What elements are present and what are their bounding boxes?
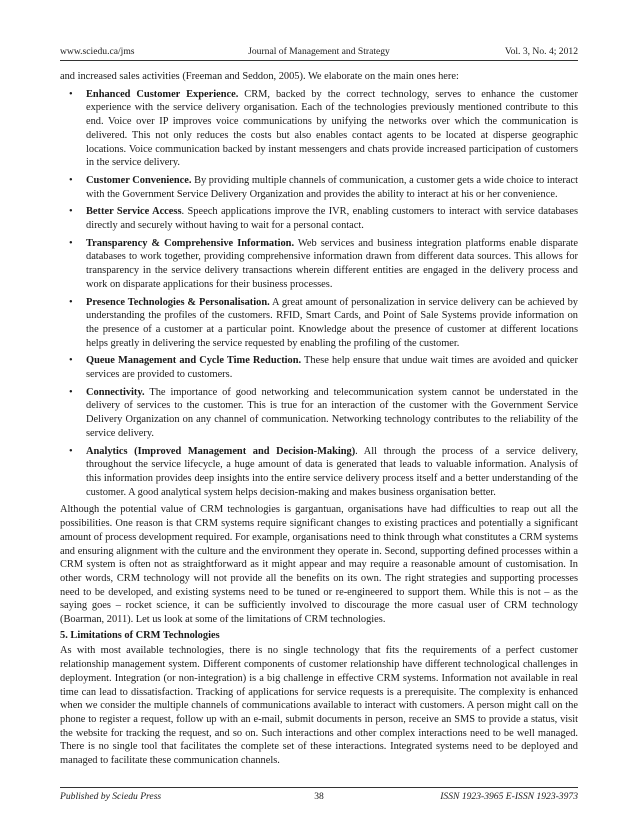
list-item: [69, 237, 578, 292]
running-header: [60, 46, 578, 61]
issn: ISSN 1923-3965 E-ISSN 1923-3973: [440, 791, 578, 802]
page-body: [60, 70, 578, 768]
bullet-icon: •: [69, 355, 73, 367]
publisher: Published by Sciedu Press: [60, 791, 162, 802]
journal-url: www.sciedu.ca/jms: [60, 46, 135, 57]
item-title: Enhanced Customer Experience.: [86, 88, 239, 100]
item-title: Better Service Access: [86, 206, 182, 218]
list-item: [69, 354, 578, 381]
item-title: Customer Convenience.: [86, 174, 192, 186]
bullet-icon: •: [69, 88, 73, 100]
item-text: . All through the process of a service delivery, throughout the service lifecycle, a huge amount of data is generated that leads to valuable information. Analysis of this information provides deep insights into the entire service delivery process itself and a better understanding of the customer. A good analytical system helps decision-making and makes business organisation better.: [86, 445, 578, 498]
bullet-icon: •: [69, 174, 73, 186]
item-title: Transparency & Comprehensive Information.: [86, 237, 295, 249]
bullet-icon: •: [69, 386, 73, 398]
item-text: By providing multiple channels of communication, a customer gets a wide choice to interact with the Government Service Delivery Organization and provides the ability to interact at his or her convenience.: [86, 174, 578, 200]
item-title: Connectivity.: [86, 386, 145, 398]
list-item: [69, 174, 578, 201]
page-number: 38: [314, 791, 324, 802]
item-text: A great amount of personalization in service delivery can be achieved by understanding the profiles of the customers. RFID, Smart Cards, and Point of Sale Systems provide information on the presence of a customer at a particular point. Knowledge about the presence of customer at different locations helps greatly in delivering the service requested by enabling the profiling of the customer.: [86, 296, 578, 349]
journal-title: Journal of Management and Strategy: [248, 46, 390, 57]
volume-info: Vol. 3, No. 4; 2012: [504, 46, 578, 57]
body-paragraph: As with most available technologies, there is no single technology that fits the requirements of a perfect customer relationship management system. Different components of customer relationship have different technological challenges in deployment. Integration (or non-integration) is a big challenge in effective CRM systems. Information not available in real time can lead to dissatisfaction. Tracking of applications for service requests is a prerequisite. The complexity is enhanced when we consider the multiple channels of communications available to interact with customers. A person might call on the phone to register a request, follow up with an e-mail, submit documents in person, receive an SMS to provide a status, visit the website for tracking the request, and so on. Such interactions and other complex interactions need to be well managed. There is no single tool that facilitates the complete set of these interactions. Integrated systems need to be deployed and managed to facilitate these communication channels.: [60, 645, 578, 767]
list-item: [69, 296, 578, 351]
running-footer: [60, 787, 578, 804]
list-item: [69, 205, 578, 232]
intro-text: and increased sales activities (Freeman and Seddon, 2005). We elaborate on the main ones here:: [60, 71, 459, 82]
bullet-icon: •: [69, 206, 73, 218]
section-heading: 5. Limitations of CRM Technologies: [60, 629, 220, 641]
list-item: [69, 386, 578, 441]
item-text: These help ensure that undue wait times are avoided and quicker services are provided to customers.: [86, 355, 578, 381]
benefits-list: [69, 88, 578, 500]
item-title: Analytics (Improved Management and Decision-Making): [86, 445, 356, 457]
list-item: [69, 445, 578, 500]
item-title: Presence Technologies & Personalisation.: [86, 296, 270, 308]
bullet-icon: •: [69, 237, 73, 249]
item-text: The importance of good networking and telecommunication system cannot be understated in the delivery of services to the customer. This is true for an interaction of the customer with the Government Service Delivery Organization on any channel of communication. Networking technology contributes to the reliability of the service delivery.: [86, 386, 578, 439]
body-paragraph: Although the potential value of CRM technologies is gargantuan, organisations have had difficulties to reap out all the possibilities. One reason is that CRM systems require significant changes to existing practices and potentially a significant amount of process development required. For example, organisations need to think through what constitutes a CRM systems and ensuring alignment with the culture and the environment they operate in. Second, supporting defined processes within a CRM system is often not as straightforward as it might appear and may require a reasonable amount of customisation. In other words, CRM technology will not provide all the benefits on its own. The right strategies and supporting processes need to be developed, and existing systems need to be tuned or re-engineered to support them. While this is not – as the saying goes – rocket science, it can be sufficiently involved to discourage the more casual user of CRM technology (Boarman, 2011). Let us look at some of the limitations of CRM technologies.: [60, 504, 578, 626]
item-text: Web services and business integration platforms enable disparate databases to work together, providing comprehensive information drawn from different data sources. This allows for transparency in the service delivery transactions wherein different entities are engaged in the delivery process and work on disparate applications for their business processes.: [86, 237, 578, 290]
item-title: Queue Management and Cycle Time Reduction.: [86, 355, 302, 367]
item-text: CRM, backed by the correct technology, serves to enhance the customer experience with the service delivery organisation. Each of the technologies previously mentioned contribute to this end. Voice over IP improves voice communications by unifying the networks over which the communication is delivered. This not only reduces the costs but also enables contact agents to be located at disperse geographic locations. Voice communication backed by instant messengers and chats provide increased participation of customers in the service delivery.: [86, 88, 578, 169]
bullet-icon: •: [69, 445, 73, 457]
list-item: [69, 88, 578, 170]
bullet-icon: •: [69, 296, 73, 308]
item-text: . Speech applications improve the IVR, enabling customers to interact with service databases directly and securely without having to wait for a personal contact.: [86, 206, 578, 232]
